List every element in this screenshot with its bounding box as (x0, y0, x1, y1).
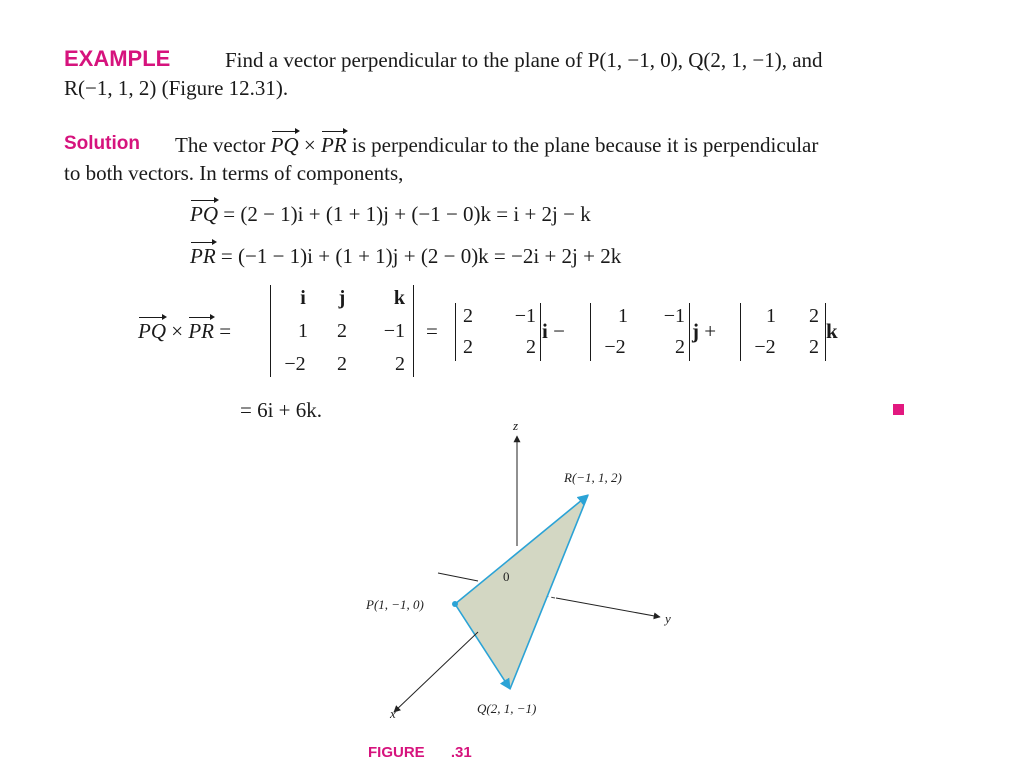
equals-sign: = (219, 319, 232, 343)
unit-vector-k: k (826, 319, 838, 343)
y-axis (556, 598, 660, 617)
equation-pq (190, 201, 591, 227)
solution-line2: to both vectors. In terms of components, (64, 161, 404, 185)
det-cell: 1 (298, 320, 308, 342)
solution-line1 (175, 132, 818, 158)
determinant-i (455, 303, 541, 361)
unit-vector-j: j (692, 319, 699, 343)
vector-pq: PQ (190, 202, 218, 226)
det-cell: −2 (754, 336, 776, 358)
point-p (452, 601, 458, 607)
x-axis (394, 632, 478, 712)
determinant-j (590, 303, 690, 361)
point-label-q: Q(2, 1, −1) (477, 701, 537, 716)
det-cell: 2 (395, 353, 405, 375)
solution-text-a: The vector (175, 133, 266, 157)
det-cell: 2 (337, 320, 347, 342)
det-cell: −2 (604, 336, 626, 358)
example-problem-line1: Find a vector perpendicular to the plane of P(1, −1, 0), Q(2, 1, −1), and (225, 48, 823, 72)
det-cell: 2 (809, 336, 819, 358)
det-cell: −1 (514, 305, 536, 327)
vector-pr: PR (190, 244, 216, 268)
figure-12-31-diagram (360, 418, 700, 728)
figure-caption-tag: FIGURE (368, 744, 425, 761)
vector-pr: PR (320, 133, 347, 157)
determinant-k (740, 303, 826, 361)
det-cell: 1 (766, 305, 776, 327)
determinant-3x3 (270, 285, 414, 377)
origin-label: 0 (503, 569, 510, 584)
det-cell: 2 (337, 353, 347, 375)
det-cell: −2 (284, 353, 306, 375)
figure-caption-number: .31 (450, 744, 472, 761)
vector-pq: PQ (138, 319, 166, 343)
cross-product-lhs (138, 318, 231, 344)
solution-text-b: is perpendicular to the plane because it is perpendicular (351, 133, 819, 157)
det-cell: 2 (809, 305, 819, 327)
cross-symbol: × (171, 319, 184, 343)
vector-pr: PR (188, 319, 214, 343)
example-tag: EXAMPLE (64, 46, 171, 71)
cross-symbol: × (303, 133, 316, 157)
det-cell: i (300, 287, 306, 309)
figure-caption (368, 744, 472, 761)
det-cell: 1 (618, 305, 628, 327)
end-of-example-marker (893, 404, 904, 415)
equals-sign: = (426, 319, 438, 343)
axis-label-x: x (390, 706, 396, 721)
equation-pq-rhs: = (2 − 1)i + (1 + 1)j + (−1 − 0)k = i + 2j − k (223, 202, 591, 226)
unit-j-plus (692, 318, 716, 344)
det-cell: −1 (383, 320, 405, 342)
equation-pr-rhs: = (−1 − 1)i + (1 + 1)j + (2 − 0)k = −2i + 2j + 2k (220, 244, 622, 268)
example-problem-line2: R(−1, 1, 2) (Figure 12.31). (64, 76, 289, 100)
axis-label-y: y (665, 611, 671, 626)
point-label-p: P(1, −1, 0) (366, 597, 424, 612)
unit-i-minus (542, 318, 565, 344)
equation-pr (190, 243, 621, 269)
unit-vector-i: i (542, 319, 548, 343)
det-cell: 2 (463, 305, 473, 327)
vector-pq: PQ (270, 133, 299, 157)
det-cell: −1 (663, 305, 685, 327)
det-cell: 2 (526, 336, 536, 358)
minus-sign: − (553, 319, 565, 343)
example-heading (64, 46, 170, 72)
negative-y-axis (438, 573, 478, 581)
det-cell: 2 (463, 336, 473, 358)
plus-sign: + (704, 319, 717, 343)
axis-label-z: z (513, 418, 519, 433)
det-cell: k (393, 287, 405, 309)
det-cell: 2 (675, 336, 685, 358)
cross-product-result: = 6i + 6k. (240, 398, 323, 422)
solution-tag: Solution (64, 133, 140, 154)
det-cell: j (338, 287, 346, 309)
point-label-r: R(−1, 1, 2) (564, 470, 622, 485)
